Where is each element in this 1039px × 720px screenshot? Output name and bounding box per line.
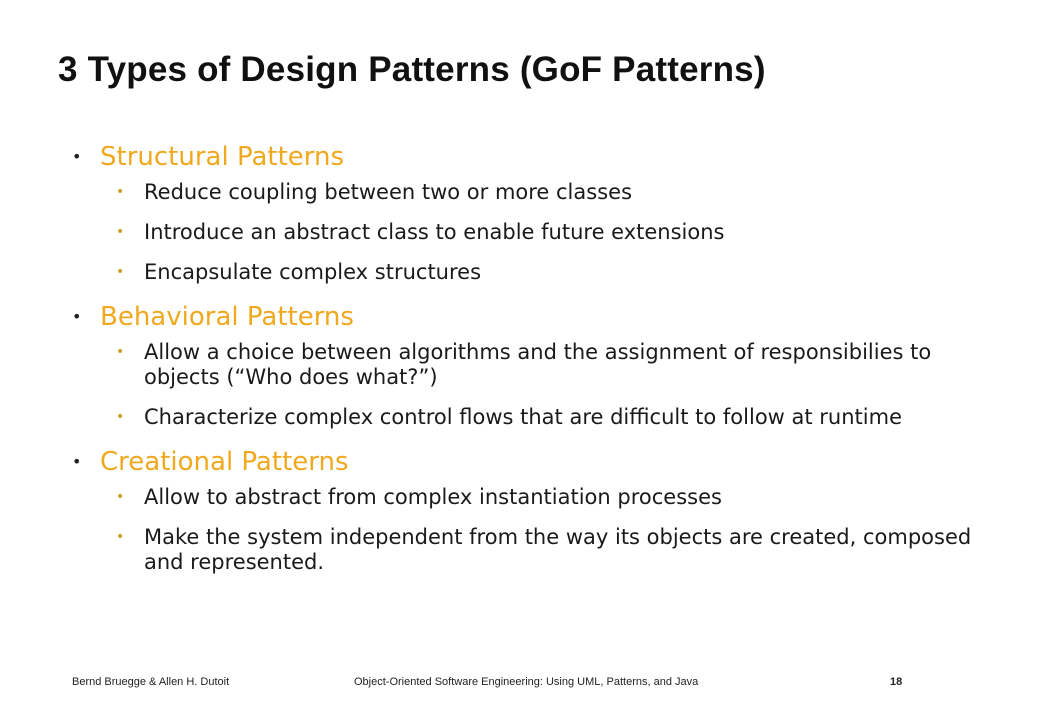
footer-book-title: Object-Oriented Software Engineering: Using UML, Patterns, and Java <box>354 676 699 688</box>
bullet-icon: • <box>116 224 125 240</box>
section-heading <box>72 445 972 479</box>
slide-title: 3 Types of Design Patterns (GoF Patterns) <box>58 50 766 89</box>
list-item <box>116 180 972 205</box>
bullet-icon: • <box>72 147 82 166</box>
list-item-text: Introduce an abstract class to enable future extensions <box>144 220 725 244</box>
section-heading-text: Behavioral Patterns <box>100 302 354 332</box>
slide-content <box>72 140 972 590</box>
bullet-icon: • <box>116 344 125 360</box>
list-item-text: Reduce coupling between two or more classes <box>144 180 633 204</box>
list-item <box>116 340 972 390</box>
section-creational <box>72 445 972 575</box>
section-heading-text: Creational Patterns <box>100 447 349 477</box>
list-item <box>116 485 972 510</box>
section-heading <box>72 140 972 174</box>
page-number: 18 <box>890 676 903 688</box>
bullet-icon: • <box>116 184 125 200</box>
footer-authors: Bernd Bruegge & Allen H. Dutoit <box>72 676 230 688</box>
bullet-icon: • <box>72 307 82 326</box>
bullet-icon: • <box>116 409 125 425</box>
list-item <box>116 405 972 430</box>
list-item <box>116 525 972 575</box>
list-item <box>116 260 972 285</box>
bullet-icon: • <box>116 489 125 505</box>
section-structural <box>72 140 972 285</box>
bullet-icon: • <box>116 264 125 280</box>
list-item-text: Characterize complex control flows that are difficult to follow at runtime <box>144 405 902 429</box>
section-behavioral <box>72 300 972 430</box>
section-heading-text: Structural Patterns <box>100 142 345 172</box>
list-item-text: Encapsulate complex structures <box>144 260 482 284</box>
list-item-text: Make the system independent from the way its objects are created, composed and represented. <box>144 525 972 574</box>
list-item-text: Allow to abstract from complex instantiation processes <box>144 485 722 509</box>
list-item <box>116 220 972 245</box>
bullet-icon: • <box>72 452 82 471</box>
bullet-icon: • <box>116 529 125 545</box>
list-item-text: Allow a choice between algorithms and the assignment of responsibilies to objects (“Who does what?”) <box>144 340 932 389</box>
section-heading <box>72 300 972 334</box>
